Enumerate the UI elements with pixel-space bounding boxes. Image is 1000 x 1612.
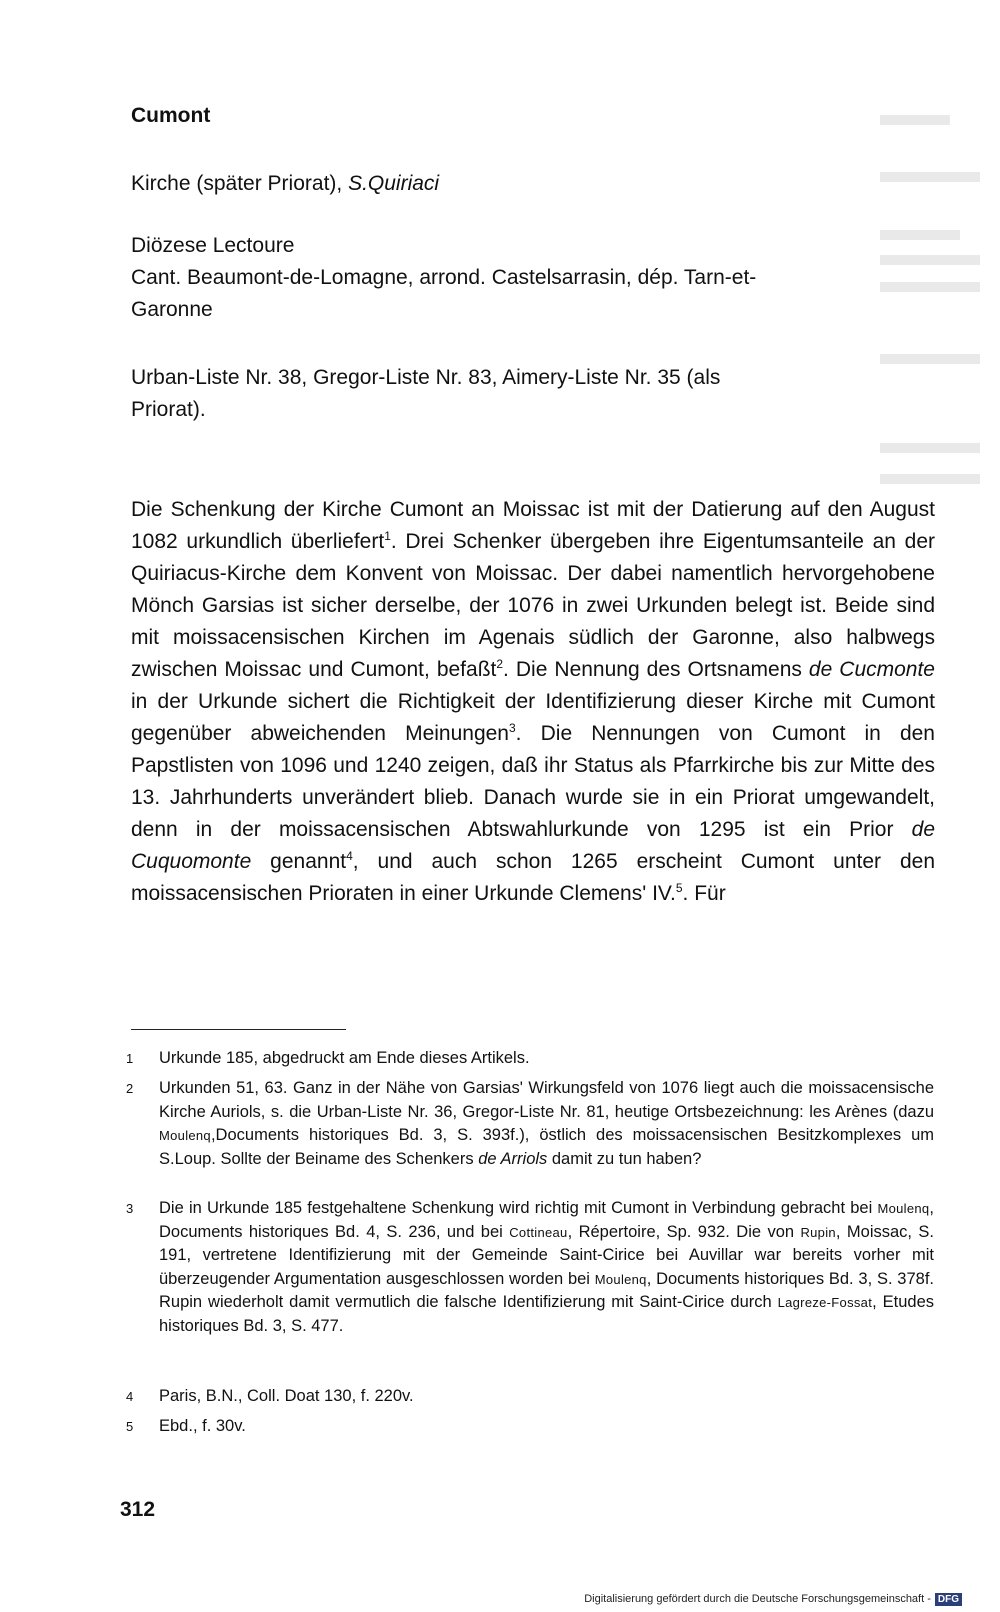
body-text: . Drei Schenker übergeben ihre Eigentumsanteile an der Quiriacus-Kirche dem Konvent von Moissac. Der dabei namentlich hervorgehobene Mönch Garsias ist sicher derselbe, der 1076 in zwei Urkunden belegt ist. Beide sind mit moissacensischen Kirchen im Agenais südlich der Garonne, also halbwegs zwischen Moissac und Cumont, befaßt	[131, 530, 935, 681]
page-title: Cumont	[131, 104, 211, 127]
footnote-text: Die in Urkunde 185 festgehaltene Schenkung wird richtig mit Cumont in Verbindung gebracht bei Moulenq, Documents historiques Bd. 4, S. 236, und bei Cottineau, Répertoire, Sp. 932. Die von Rupin, Moissac, S. 191, vertretene Identifizierung mit der Gemeinde Saint-Cirice bei Auvillar war bereits vorher mit überzeugender Argumentation ausgeschlossen worden bei Moulenq, Documents historiques Bd. 3, S. 378f. Rupin wiederholt damit vermutlich die falsche Identifizierung mit Saint-Cirice durch Lagreze-Fossat, Etudes historiques Bd. 3, S. 477.	[159, 1199, 934, 1335]
footnote-2	[126, 1077, 934, 1171]
location-line-2: Garonne	[131, 298, 213, 321]
church-line	[131, 168, 935, 200]
footnote-number: 2	[126, 1081, 134, 1096]
footnote-text: Urkunden 51, 63. Ganz in der Nähe von Garsias' Wirkungsfeld von 1076 liegt auch die moissacensische Kirche Auriols, s. die Urban-Liste Nr. 36, Gregor-Liste Nr. 81, heutige Ortsbezeichnung: les Arènes (dazu Moulenq,Documents historiques Bd. 3, S. 393f.), östlich des moissacensischen Besitzkomplexes um S.Loup. Sollte der Beiname des Schenkers de Arriols damit zu tun haben?	[159, 1079, 934, 1168]
place-name-italic: de Cuquomonte	[131, 818, 935, 873]
footnote-number: 4	[126, 1389, 134, 1404]
body-text: . Die Nennung des Ortsnamens	[503, 658, 809, 681]
church-patron: S.Quiriaci	[348, 172, 440, 195]
footnote-number: 5	[126, 1419, 134, 1434]
footnote-number: 1	[126, 1051, 134, 1066]
digitization-credit	[584, 1593, 962, 1606]
lists-line-2: Priorat).	[131, 398, 206, 421]
place-name-italic: de Cucmonte	[808, 658, 935, 681]
footnote-3	[126, 1197, 934, 1338]
footnote-text: Ebd., f. 30v.	[159, 1417, 246, 1435]
body-text: , und auch schon 1265 erscheint Cumont unter den moissacensischen Prioraten in einer Urkunde Clemens' IV.	[131, 850, 936, 905]
body-text: genannt	[251, 850, 347, 873]
footnote-divider	[131, 1029, 346, 1030]
author-small-caps: Moulenq	[594, 1271, 647, 1287]
credit-text: Digitalisierung gefördert durch die Deutsche Forschungsgemeinschaft -	[584, 1593, 931, 1605]
footnote-text: Paris, B.N., Coll. Doat 130, f. 220v.	[159, 1387, 414, 1405]
church-type: Kirche (später Priorat),	[131, 172, 349, 195]
lists-line-1: Urban-Liste Nr. 38, Gregor-Liste Nr. 83, Aimery-Liste Nr. 35 (als	[131, 366, 721, 389]
footnote-1	[126, 1047, 934, 1071]
footnote-5	[126, 1415, 934, 1439]
body-text: . Die Nennungen von Cumont in den Papstlisten von 1096 und 1240 zeigen, daß ihr Status als Pfarrkirche bis zur Mitte des 13. Jahrhunderts unverändert blieb. Danach wurde sie in ein Priorat umgewandelt, denn in der moissacensischen Abtswahlurkunde von 1295 ist ein Prior	[131, 722, 935, 841]
body-text: in der Urkunde sichert die Richtigkeit der Identifizierung dieser Kirche mit Cumont gegenüber abweichenden Meinungen	[131, 690, 935, 745]
author-small-caps: Moulenq	[877, 1201, 930, 1216]
page-number: 312	[120, 1498, 156, 1521]
footnote-text: Urkunde 185, abgedruckt am Ende dieses Artikels.	[159, 1049, 530, 1067]
footnote-ref-3: 3	[508, 721, 516, 735]
main-paragraph	[131, 494, 935, 910]
author-small-caps: Lagreze-Fossat	[777, 1295, 873, 1310]
footnote-4	[126, 1385, 934, 1409]
footnote-ref-5: 5	[675, 881, 683, 895]
author-small-caps: Cottineau	[509, 1224, 568, 1240]
author-small-caps: Rupin	[800, 1224, 836, 1240]
footnote-ref-1: 1	[384, 529, 391, 543]
dfg-logo: DFG	[935, 1593, 962, 1606]
footnote-ref-2: 2	[496, 657, 504, 671]
footnote-ref-4: 4	[346, 849, 353, 863]
footnote-number: 3	[126, 1201, 134, 1216]
body-text: Die Schenkung der Kirche Cumont an Moissac ist mit der Datierung auf den August 1082 urkundlich überliefert	[131, 498, 935, 553]
author-small-caps: Moulenq	[159, 1128, 211, 1143]
body-text: . Für	[682, 882, 726, 905]
diocese-line: Diözese Lectoure	[131, 234, 295, 257]
location-line-1: Cant. Beaumont-de-Lomagne, arrond. Castelsarrasin, dép. Tarn-et-	[131, 266, 757, 289]
